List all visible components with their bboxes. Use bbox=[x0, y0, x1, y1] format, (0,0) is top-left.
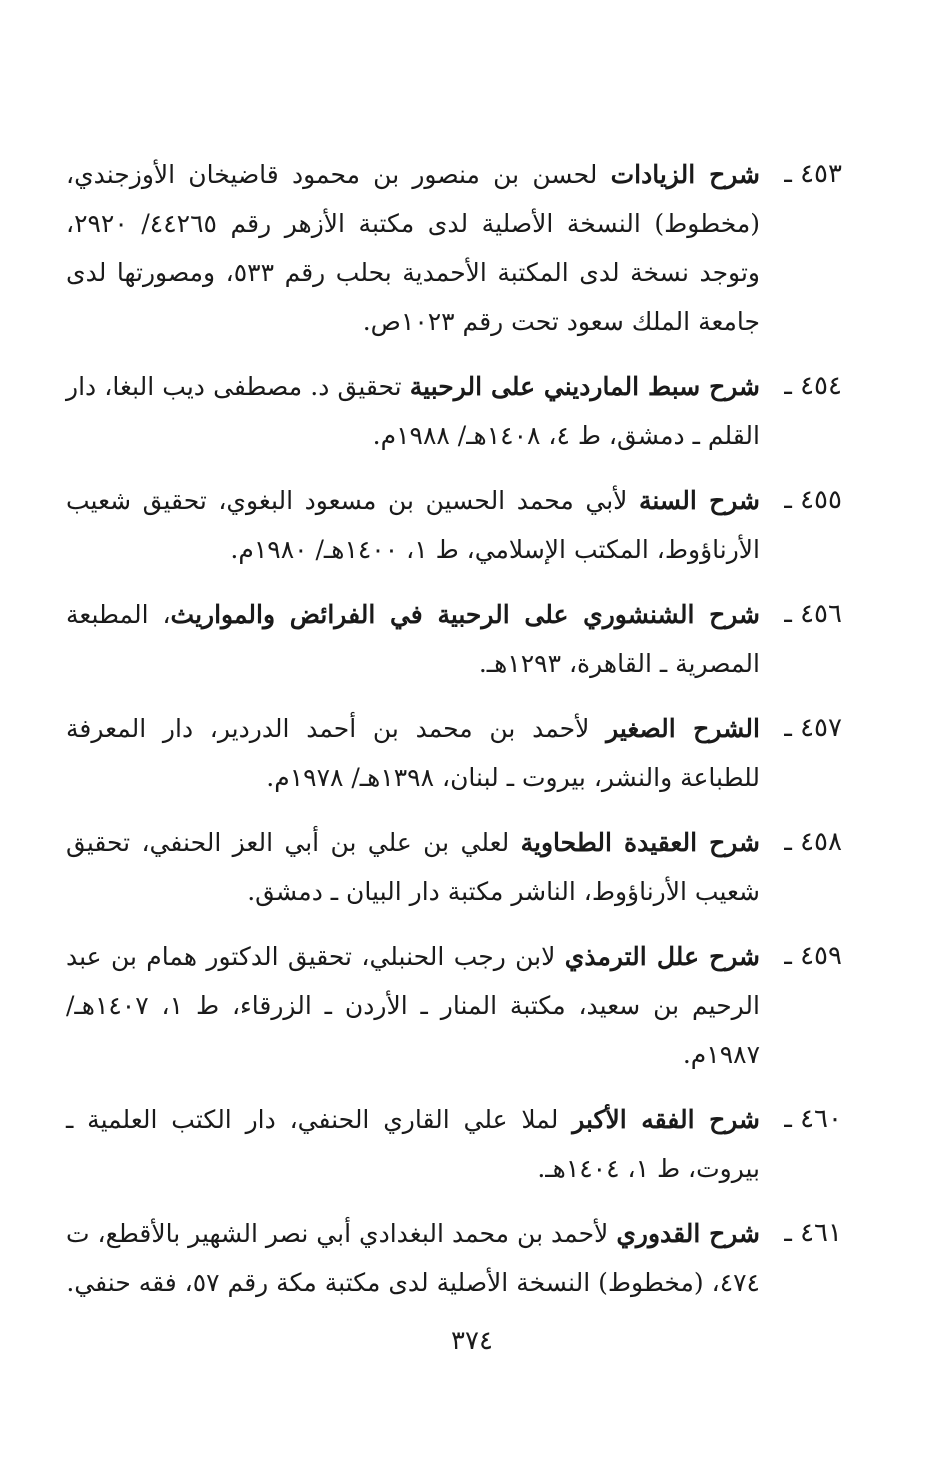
bibliography-entry bbox=[66, 150, 842, 346]
bibliography-entry bbox=[66, 1095, 842, 1193]
entry-title: شرح سبط المارديني على الرحبية bbox=[409, 372, 760, 401]
entry-details: لأحمد بن محمد بن أحمد الدردير، دار المعرفة للطباعة والنشر، بيروت ـ لبنان، ١٣٩٨هـ/ ١٩٧٨م. bbox=[66, 714, 760, 792]
entry-title: شرح السنة bbox=[638, 486, 760, 515]
entry-number: ٤٥٨ ـ bbox=[784, 827, 842, 857]
entry-title: شرح الفقه الأكبر bbox=[572, 1105, 760, 1134]
entry-number: ٤٦٠ ـ bbox=[784, 1104, 842, 1134]
bibliography-list bbox=[66, 150, 842, 1323]
entry-number: ٤٦١ ـ bbox=[784, 1218, 842, 1248]
entry-title: شرح الزيادات bbox=[610, 160, 760, 189]
entry-text bbox=[66, 590, 760, 688]
entry-text bbox=[66, 1209, 760, 1307]
entry-text bbox=[66, 476, 760, 574]
entry-text bbox=[66, 1095, 760, 1193]
entry-text bbox=[66, 704, 760, 802]
entry-title: الشرح الصغير bbox=[606, 714, 760, 743]
entry-text bbox=[66, 818, 760, 916]
entry-details: لأحمد بن محمد البغدادي أبي نصر الشهير بالأقطع، ت ٤٧٤، (مخطوط) النسخة الأصلية لدى مكتبة مكة رقم ٥٧، فقه حنفي. bbox=[66, 1219, 760, 1297]
entry-details: تحقيق د. مصطفى ديب البغا، دار القلم ـ دمشق، ط ٤، ١٤٠٨هـ/ ١٩٨٨م. bbox=[66, 372, 760, 450]
entry-details: لأبي محمد الحسين بن مسعود البغوي، تحقيق شعيب الأرناؤوط، المكتب الإسلامي، ط ١، ١٤٠٠هـ/ ١٩٨٠م. bbox=[66, 486, 760, 564]
bibliography-entry bbox=[66, 362, 842, 460]
entry-text bbox=[66, 932, 760, 1079]
entry-title: شرح العقيدة الطحاوية bbox=[520, 828, 760, 857]
bibliography-entry bbox=[66, 818, 842, 916]
entry-number: ٤٥٧ ـ bbox=[784, 713, 842, 743]
entry-text bbox=[66, 150, 760, 346]
entry-number: ٤٥٩ ـ bbox=[784, 941, 842, 971]
page-number: ٣٧٤ bbox=[451, 1326, 493, 1356]
entry-details: لملا علي القاري الحنفي، دار الكتب العلمية ـ بيروت، ط ١، ١٤٠٤هـ. bbox=[66, 1105, 760, 1183]
bibliography-entry bbox=[66, 476, 842, 574]
bibliography-entry bbox=[66, 932, 842, 1079]
entry-number: ٤٥٥ ـ bbox=[784, 485, 842, 515]
entry-number: ٤٥٣ ـ bbox=[784, 159, 842, 189]
entry-details: ، المطبعة المصرية ـ القاهرة، ١٢٩٣هـ. bbox=[66, 600, 760, 678]
entry-number: ٤٥٤ ـ bbox=[784, 371, 842, 401]
entry-title: شرح القدوري bbox=[616, 1219, 760, 1248]
bibliography-entry bbox=[66, 590, 842, 688]
entry-details: لحسن بن منصور بن محمود قاضيخان الأوزجندي، (مخطوط) النسخة الأصلية لدى مكتبة الأزهر رقم ٤٤٢٦٥/ ٢٩٢٠، وتوجد نسخة لدى المكتبة الأحمدية بحلب رقم ٥٣٣، ومصورتها لدى جامعة الملك سعود تحت رقم ١٠٢٣ص. bbox=[66, 160, 761, 336]
entry-number: ٤٥٦ ـ bbox=[784, 599, 842, 629]
bibliography-entry bbox=[66, 704, 842, 802]
entry-details: لابن رجب الحنبلي، تحقيق الدكتور همام بن عبد الرحيم بن سعيد، مكتبة المنار ـ الأردن ـ الزرقاء، ط ١، ١٤٠٧هـ/ ١٩٨٧م. bbox=[66, 942, 760, 1069]
entry-title: شرح علل الترمذي bbox=[564, 942, 760, 971]
entry-title: شرح الشنشوري على الرحبية في الفرائض والمواريث bbox=[170, 600, 760, 629]
bibliography-entry bbox=[66, 1209, 842, 1307]
entry-details: لعلي بن علي بن أبي العز الحنفي، تحقيق شعيب الأرناؤوط، الناشر مكتبة دار البيان ـ دمشق. bbox=[66, 828, 760, 906]
entry-text bbox=[66, 362, 760, 460]
